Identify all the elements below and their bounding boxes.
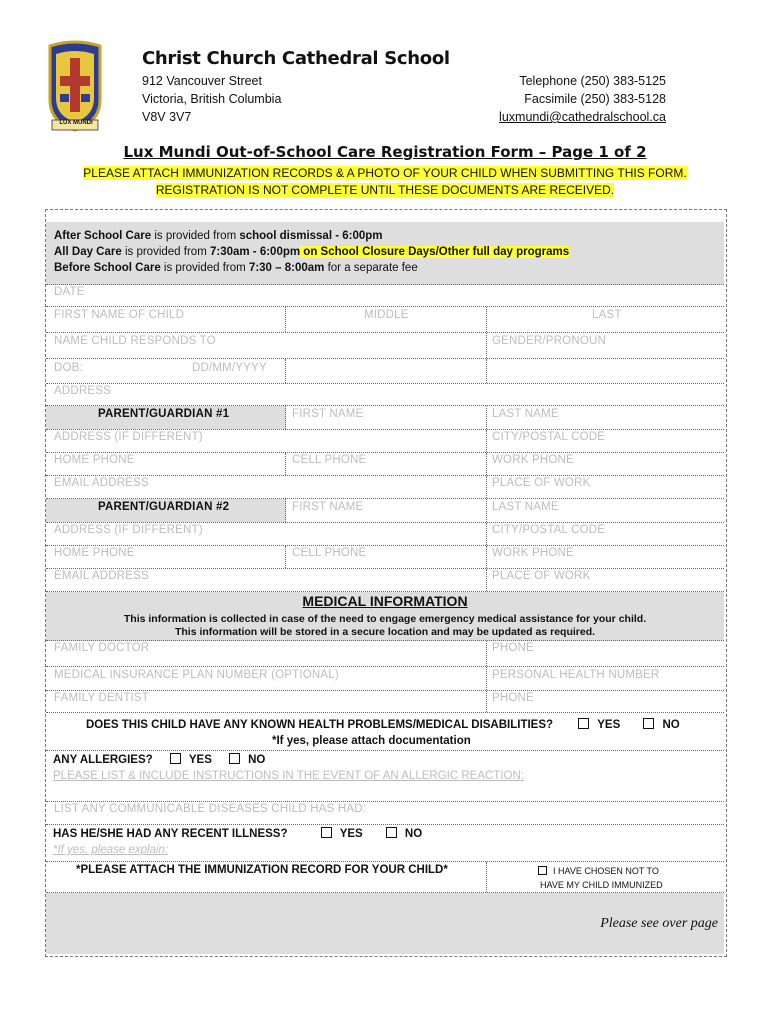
communicable-label: LIST ANY COMMUNICABLE DISEASES CHILD HAS HAD: [54,803,367,815]
health-no-checkbox[interactable] [643,718,654,729]
parent1-name-row [46,406,724,430]
dentist-row [46,691,724,713]
parent2-email-row [46,569,724,592]
notice-line-1: PLEASE ATTACH IMMUNIZATION RECORDS & A PHOTO OF YOUR CHILD WHEN SUBMITTING THIS FORM. [83,166,687,180]
parent2-cell-phone-label: CELL PHONE [292,547,367,559]
illness-yes-label: YES [339,828,363,840]
parent2-city-label: CITY/POSTAL CODE [492,524,606,536]
health-problems-question: DOES THIS CHILD HAVE ANY KNOWN HEALTH PROBLEMS/MEDICAL DISABILITIES? YES NO [86,719,680,731]
parent2-phone-row [46,546,724,569]
parent2-first-name-label: FIRST NAME [292,501,364,513]
parent2-address-label: ADDRESS (IF DIFFERENT) [54,524,203,536]
allergies-no-label: NO [248,754,266,766]
parent2-label: PARENT/GUARDIAN #2 [98,501,230,513]
gender-label: GENDER/PRONOUN [492,335,606,347]
dob-format-label: DD/MM/YYYY [192,362,267,374]
allergies-no-checkbox[interactable] [229,753,240,764]
medical-info-line-1: This information is collected in case of the need to engage emergency medical assistance for your child. [123,613,647,625]
email-link[interactable]: luxmundi@cathedralschool.ca [499,110,666,124]
date-label: DATE [54,286,85,298]
illness-yes-checkbox[interactable] [321,827,332,838]
before-school-care-line: Before School Care is provided from 7:30 – 8:00am for a separate fee [54,262,418,274]
phn-label: PERSONAL HEALTH NUMBER [492,669,660,681]
all-day-care-line: All Day Care is provided from 7:30am - 6:00pm on School Closure Days/Other full day programs [54,246,570,258]
submission-notice [0,165,770,199]
parent1-email-row [46,476,724,499]
allergies-yes-label: YES [188,754,212,766]
parent2-email-label: EMAIL ADDRESS [54,570,149,582]
illness-explain-note: *If yes, please explain: [53,844,169,856]
address-line-2: Victoria, British Columbia [142,92,282,106]
medical-section-title: MEDICAL INFORMATION [302,593,468,609]
responds-row [46,333,724,359]
allergies-yes-checkbox[interactable] [170,753,181,764]
dob-row [46,359,724,384]
insurance-row [46,667,724,691]
parent2-address-row [46,523,724,546]
health-no-label: NO [662,719,680,731]
parent1-workplace-label: PLACE OF WORK [492,477,591,489]
allergy-instructions-note: PLEASE LIST & INCLUDE INSTRUCTIONS IN THE EVENT OF AN ALLERGIC REACTION: [53,770,524,782]
msp-label: MEDICAL INSURANCE PLAN NUMBER (OPTIONAL) [54,669,339,681]
first-name-child-label: FIRST NAME OF CHILD [54,309,185,321]
school-name: Christ Church Cathedral School [142,48,450,69]
child-name-row [46,307,724,333]
dob-blank-1[interactable] [286,359,487,383]
parent1-city-label: CITY/POSTAL CODE [492,431,606,443]
parent1-phone-row [46,453,724,476]
parent1-home-phone-label: HOME PHONE [54,454,135,466]
dob-blank-2[interactable] [487,359,724,383]
health-yes-label: YES [597,719,621,731]
name-responds-label: NAME CHILD RESPONDS TO [54,335,216,347]
doctor-phone-label: PHONE [492,642,534,654]
form-title: Lux Mundi Out-of-School Care Registration Form – Page 1 of 2 [123,143,647,161]
telephone: Telephone (250) 383-5125 [519,74,666,88]
allergies-question: ANY ALLERGIES? YES NO [53,754,266,766]
parent2-workplace-label: PLACE OF WORK [492,570,591,582]
immunization-instruction: *PLEASE ATTACH THE IMMUNIZATION RECORD FOR YOUR CHILD* [76,864,448,876]
family-doctor-label: FAMILY DOCTOR [54,642,150,654]
school-address [142,72,281,126]
after-school-care-line: After School Care is provided from school dismissal - 6:00pm [54,230,383,242]
address-label: ADDRESS [54,385,111,397]
see-over-page-note: Please see over page [600,916,718,931]
medical-info-line-2: This information will be stored in a secure location and may be updated as required. [174,626,596,638]
address-row[interactable] [46,384,724,406]
parent1-first-name-label: FIRST NAME [292,408,364,420]
doctor-row [46,641,724,667]
illness-no-label: NO [404,828,423,840]
not-immunized-option: I HAVE CHOSEN NOT TO [538,866,659,876]
parent2-name-row [46,499,724,523]
dob-label: DOB: [54,362,83,374]
address-line-3: V8V 3V7 [142,110,192,124]
parent1-work-phone-label: WORK PHONE [492,454,574,466]
dentist-phone-label: PHONE [492,692,534,704]
parent1-cell-phone-label: CELL PHONE [292,454,367,466]
parent2-last-name-label: LAST NAME [492,501,559,513]
attach-documentation-note: *If yes, please attach documentation [272,735,471,747]
communicable-row[interactable] [46,802,724,825]
school-contact [470,72,666,126]
illness-no-checkbox[interactable] [386,827,397,838]
middle-label: MIDDLE [364,309,409,321]
last-label: LAST [592,309,622,321]
not-immunized-checkbox[interactable] [538,866,547,875]
parent2-home-phone-label: HOME PHONE [54,547,135,559]
date-row[interactable] [46,284,724,307]
facsimile: Facsimile (250) 383-5128 [524,92,666,106]
notice-line-2: REGISTRATION IS NOT COMPLETE UNTIL THESE DOCUMENTS ARE RECEIVED. [155,183,615,197]
parent1-label: PARENT/GUARDIAN #1 [98,408,230,420]
parent1-address-row [46,430,724,453]
family-dentist-label: FAMILY DENTIST [54,692,150,704]
illness-question: HAS HE/SHE HAD ANY RECENT ILLNESS? YES NO [53,828,423,840]
address-line-1: 912 Vancouver Street [142,74,262,88]
parent1-address-label: ADDRESS (IF DIFFERENT) [54,431,203,443]
health-yes-checkbox[interactable] [578,718,589,729]
parent2-work-phone-label: WORK PHONE [492,547,574,559]
parent1-email-label: EMAIL ADDRESS [54,477,149,489]
not-immunized-line-2: HAVE MY CHILD IMMUNIZED [540,880,663,890]
crest-banner-text: LUX MUNDI [59,120,93,126]
parent1-last-name-label: LAST NAME [492,408,559,420]
